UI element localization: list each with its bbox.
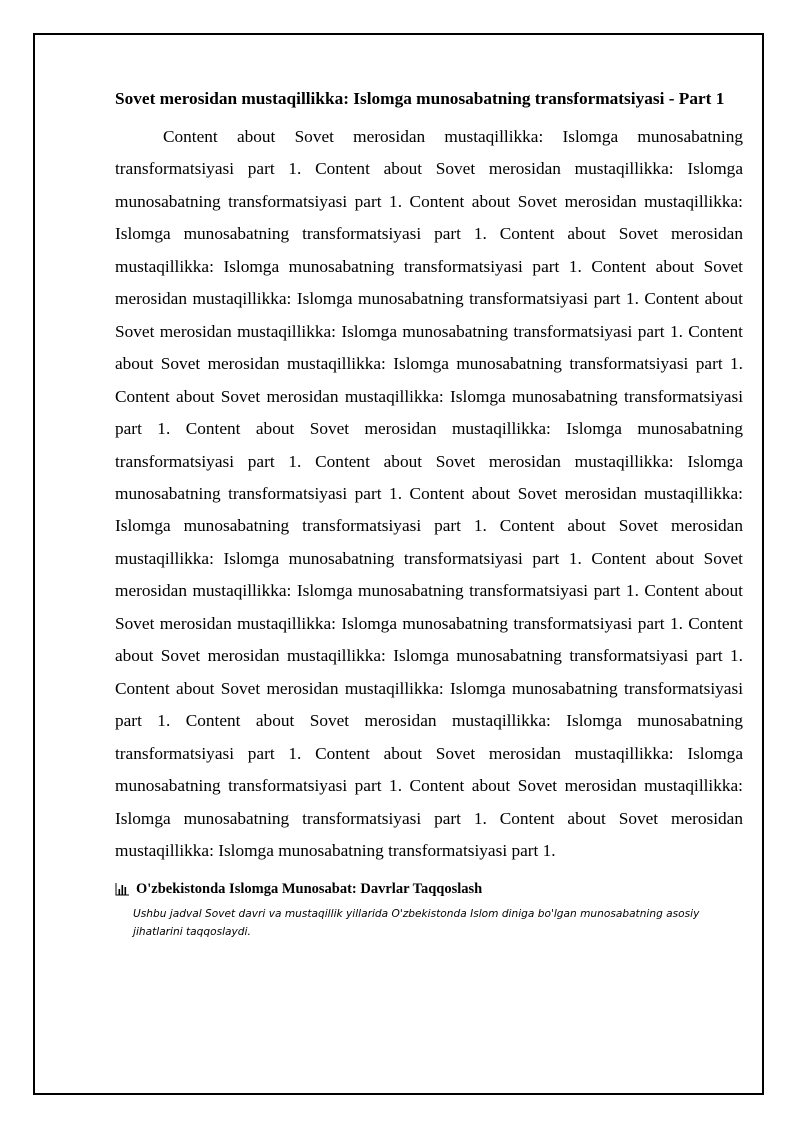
- page-content: [115, 86, 743, 941]
- section-heading: Sovet merosidan mustaqillikka: Islomga munosabatning transformatsiyasi - Part 1: [115, 89, 725, 108]
- table-caption: [115, 879, 743, 899]
- body-paragraph: Content about Sovet merosidan mustaqillikka: Islomga munosabatning transformatsiyasi part 1. Content about Sovet merosidan mustaqillikka: Islomga munosabatning transformatsiyasi part 1. Content about Sovet merosidan mustaqillikka: Islomga munosabatning transformatsiyasi part 1. Content about Sovet merosidan mustaqillikka: Islomga munosabatning transformatsiyasi part 1. Content about Sovet merosidan mustaqillikka: Islomga munosabatning transformatsiyasi part 1. Content about Sovet merosidan mustaqillikka: Islomga munosabatning transformatsiyasi part 1. Content about Sovet merosidan mustaqillikka: Islomga munosabatning transformatsiyasi part 1. Content about Sovet merosidan mustaqillikka: Islomga munosabatning transformatsiyasi part 1. Content about Sovet merosidan mustaqillikka: Islomga munosabatning transformatsiyasi part 1. Content about Sovet merosidan mustaqillikka: Islomga munosabatning transformatsiyasi part 1. Content about Sovet merosidan mustaqillikka: Islomga munosabatning transformatsiyasi part 1. Content about Sovet merosidan mustaqillikka: Islomga munosabatning transformatsiyasi part 1. Content about Sovet merosidan mustaqillikka: Islomga munosabatning transformatsiyasi part 1. Content about Sovet merosidan mustaqillikka: Islomga munosabatning transformatsiyasi part 1. Content about Sovet merosidan mustaqillikka: Islomga munosabatning transformatsiyasi part 1. Content about Sovet merosidan mustaqillikka: Islomga munosabatning transformatsiyasi part 1. Content about Sovet merosidan mustaqillikka: Islomga munosabatning transformatsiyasi part 1. Content about Sovet merosidan mustaqillikka: Islomga munosabatning transformatsiyasi part 1. Content about Sovet merosidan mustaqillikka: Islomga munosabatning transformatsiyasi part 1. Content about Sovet merosidan mustaqillikka: Islomga munosabatning transformatsiyasi part 1.: [115, 127, 743, 860]
- table-caption-title: O'zbekistonda Islomga Munosabat: Davrlar Taqqoslash: [136, 881, 483, 898]
- bar-chart-icon: [115, 883, 130, 896]
- table-caption-description: Ushbu jadval Sovet davri va mustaqillik yillarida O'zbekistonda Islom diniga bo'lgan munosabatning asosiy jihatlarini taqqoslaydi.: [133, 908, 700, 939]
